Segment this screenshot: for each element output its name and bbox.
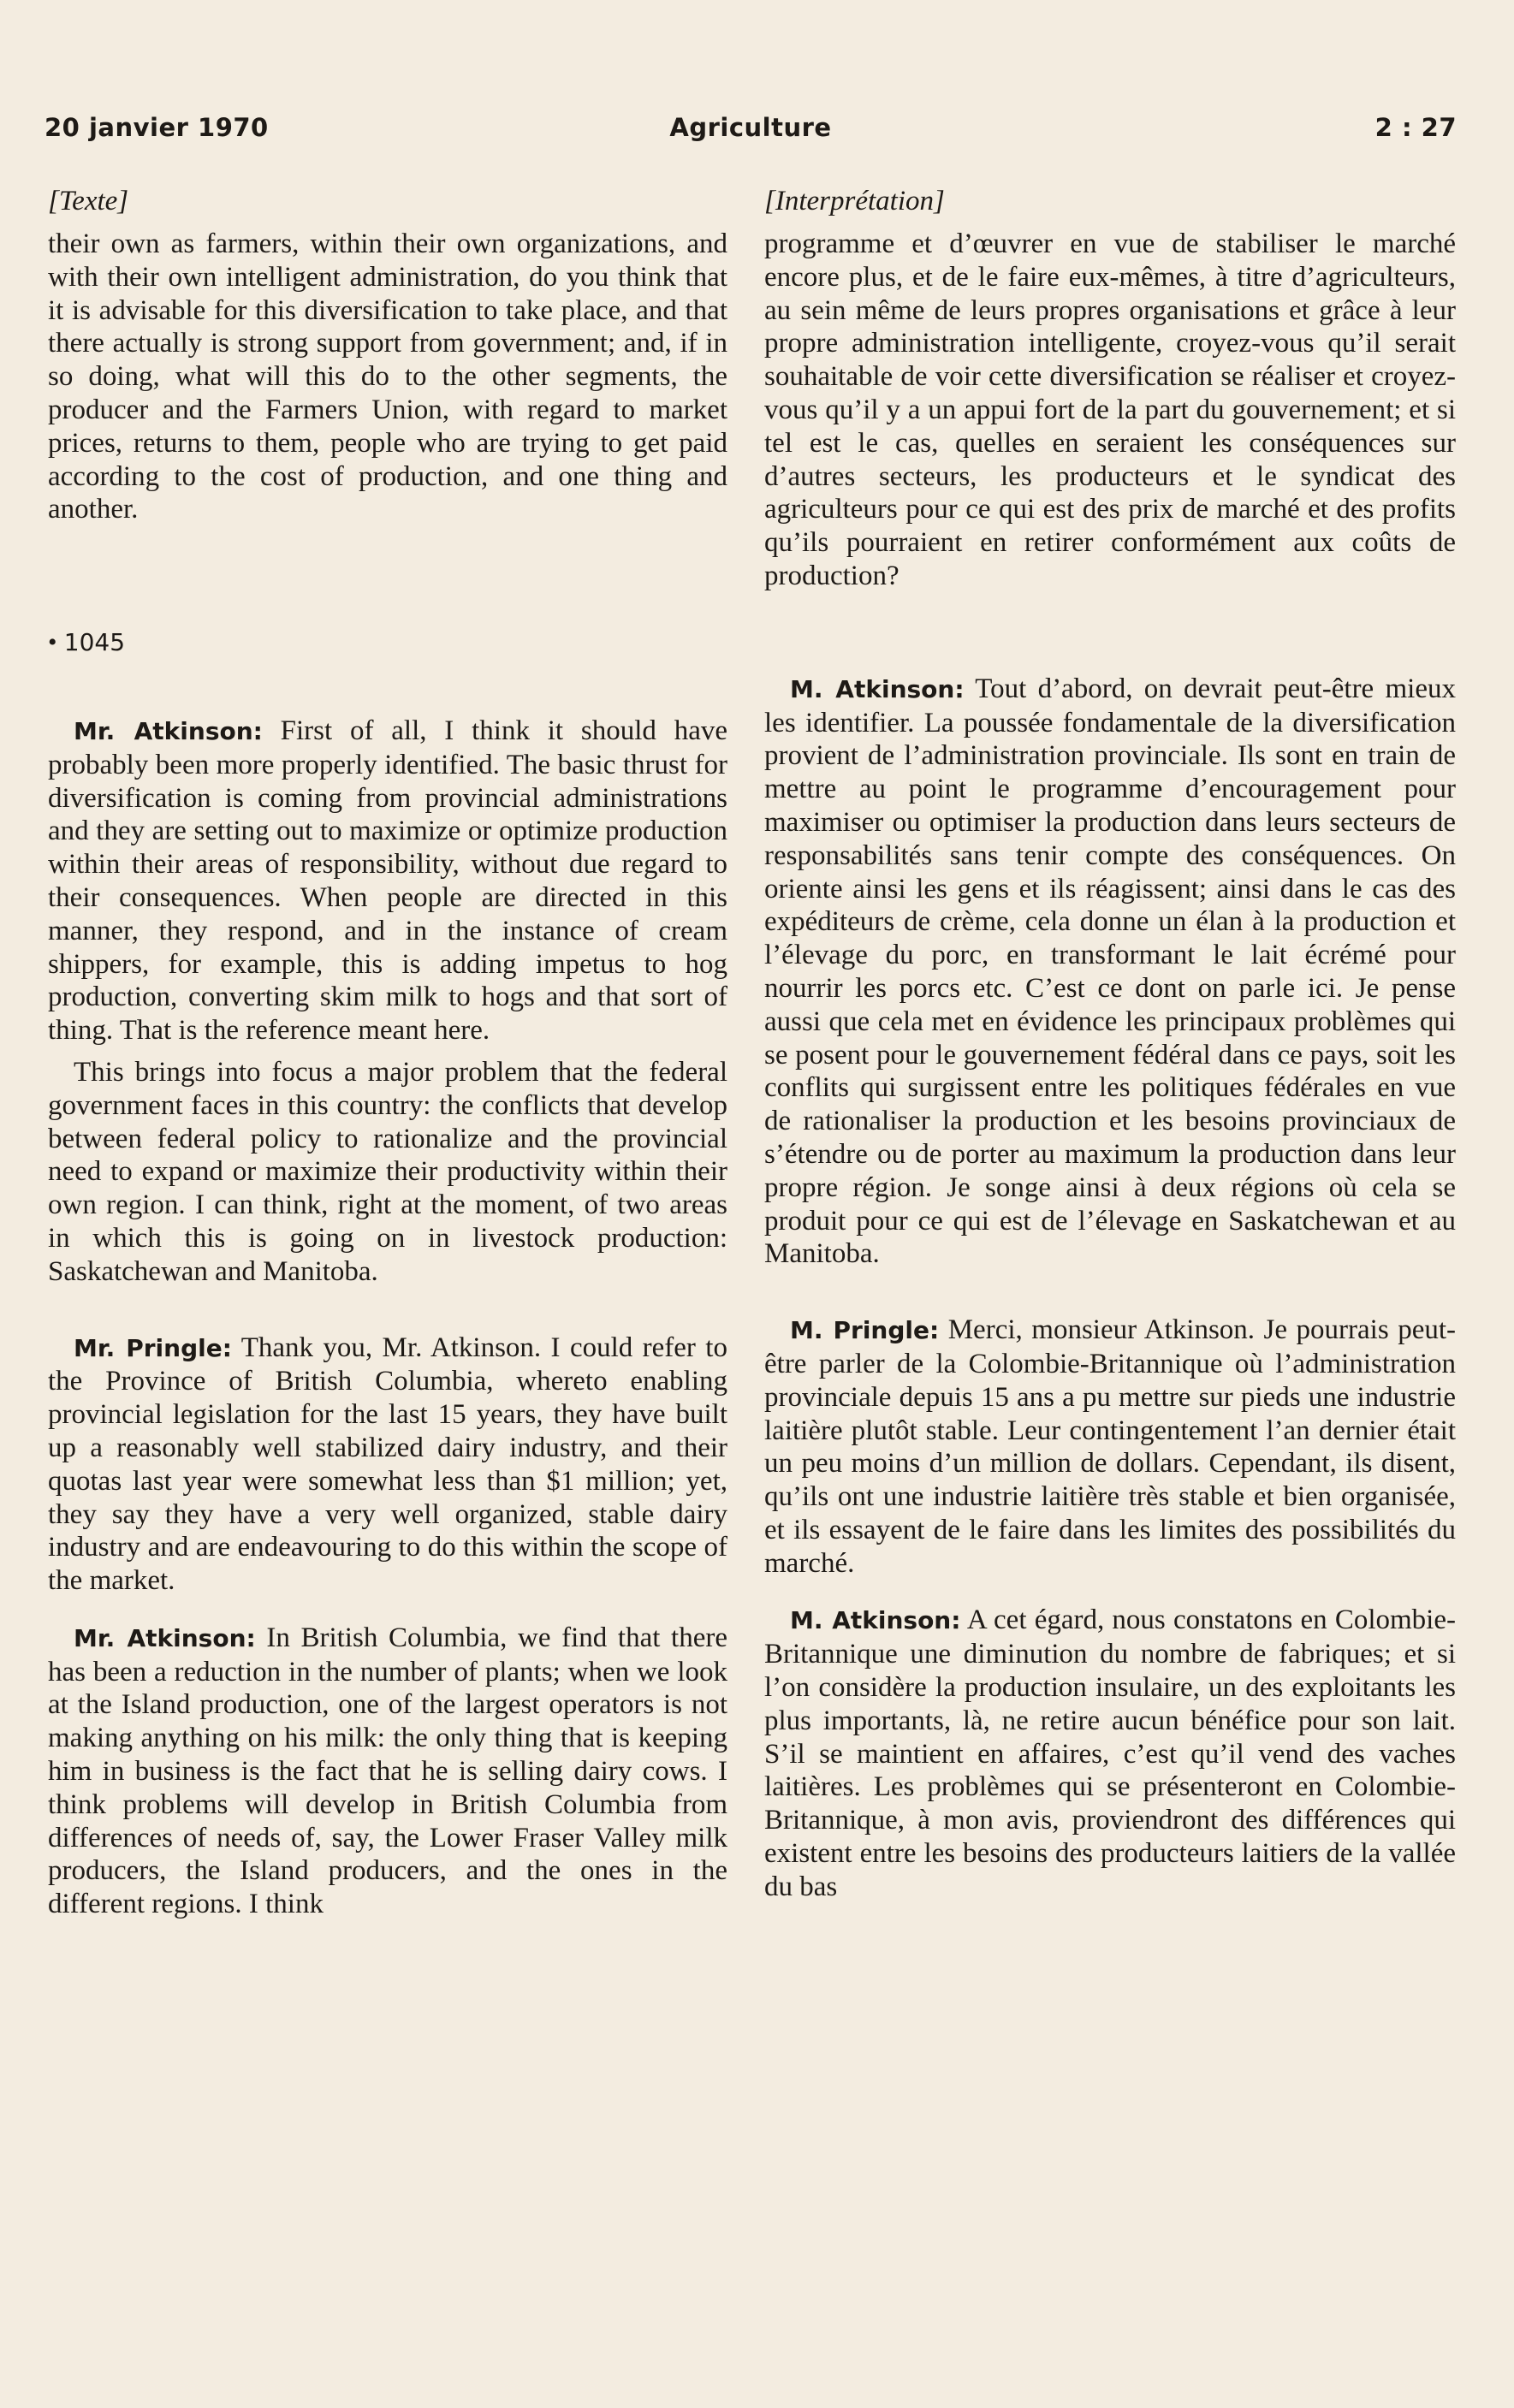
speech-atkinson-2	[48, 1622, 727, 1921]
speech-text: A cet égard, nous constatons en Colombie-Britannique une diminution du nombre de fabriques; et si l’on considère la production insulaire, un des exploitants les plus importants, là, ne retire aucun bénéfice pour son lait. S’il se maintient en affaires, c’est qu’il vend des vaches laitières. Les problèmes qui se présenteront en Colombie-Britannique, à mon avis, proviendront des différences qui existent entre les besoins des producteurs laitiers de la vallée du bas	[764, 1604, 1456, 1902]
column-label-interpretation: [Interprétation]	[764, 186, 945, 216]
speech-atkinson-2	[764, 1604, 1456, 1903]
speaker-name: Mr. Atkinson:	[74, 1623, 256, 1652]
english-column	[48, 185, 727, 1921]
speech-text: In British Columbia, we find that there has been a reduction in the number of plants; when we look at the Island production, one of the largest operators is not making anything on his milk: the only thing that is keeping him in business is the fact that he is selling dairy cows. I think problems will develop in British Columbia from differences of needs of, say, the Lower Fraser Valley milk producers, the Island producers, and the ones in the different regions. I think	[48, 1622, 727, 1920]
paragraph-continuation: programme et d’œuvrer en vue de stabiliser le marché encore plus, et de le faire eux-mêmes, à titre d’agriculteurs, au sein même de leurs propres organisations et grâce à leur propre administration intelligente, croyez-vous qu’il serait souhaitable de voir cette diversification se réaliser et croyez-vous qu’il y a un appui fort de la part du gouvernement; et si tel est le cas, quelles en seraient les conséquences sur d’autres secteurs, les producteurs et le syndicat des agriculteurs pour ce qui est des prix de marché et des profits qu’ils pourraient en retirer conformément aux coûts de production?	[764, 228, 1456, 591]
speech-atkinson-1	[48, 715, 727, 1047]
paragraph-continuation: their own as farmers, within their own organizations, and with their own intelligent administration, do you think that it is advisable for this diversification to take place, and that there actually is strong support from government; and, if in so doing, what will this do to the other segments, the producer and the Farmers Union, with regard to market prices, returns to them, people who are trying to get paid according to the cost of production, and one thing and another.	[48, 228, 727, 525]
speech-text: First of all, I think it should have probably been more properly identified. The basic thrust for diversification is coming from provincial administrations and they are setting out to maximize or optimize production within their areas of responsibility, without due regard to their consequences. When people are directed in this manner, they respond, and in the instance of cream shippers, for example, this is adding impetus to hog production, converting skim milk to hogs and that sort of thing. That is the reference meant here.	[48, 715, 727, 1047]
speech-text: Merci, monsieur Atkinson. Je pourrais peut-être parler de la Colombie-Britannique où l’administration provinciale depuis 15 ans a pu mettre sur pieds une industrie laitière plutôt stable. Leur contingentement l’an dernier était un peu moins d’un million de dollars. Cependant, ils disent, qu’ils ont une industrie laitière très stable et bien organisée, et ils essayent de le faire dans les limites des possibilités du marché.	[764, 1314, 1456, 1579]
column-label-text: [Texte]	[48, 186, 129, 216]
speech-atkinson-1	[764, 673, 1456, 1271]
time-marker-value: 1045	[63, 628, 126, 657]
speaker-name: Mr. Atkinson:	[74, 716, 263, 745]
speech-pringle	[764, 1314, 1456, 1580]
bullet-icon: •	[48, 628, 57, 657]
speech-text: Tout d’abord, on devrait peut-être mieux les identifier. La poussée fondamentale de la diversification provient de l’administration provinciale. Ils sont en train de mettre au point le programme d’encouragement pour maximiser ou optimiser la production dans leurs secteurs de responsabilités sans tenir compte des conséquences. On oriente ainsi les gens et ils réagissent; ainsi dans le cas des expéditeurs de crème, cela donne un élan à la production et l’élevage du porc, en transformant le lait écrémé pour nourrir les porcs etc. C’est ce dont on parle ici. Je pense aussi que cela met en évidence les principaux problèmes qui se posent pour le gouvernement fédéral dans ce pays, soit les conflits qui surgissent entre les politiques fédérales en vue de rationaliser la production et les besoins provinciaux de s’étendre ou de porter au maximum la production dans leur propre région. Je songe ainsi à deux régions où cela se produit pour ce qui est de l’élevage en Saskatchewan et au Manitoba.	[764, 673, 1456, 1270]
header-date: 20 janvier 1970	[45, 113, 269, 142]
speaker-name: M. Atkinson:	[790, 1606, 961, 1635]
header-page-number: 2 : 27	[1374, 113, 1457, 142]
page-header	[45, 113, 1457, 151]
time-marker	[48, 626, 727, 660]
speaker-name: Mr. Pringle:	[74, 1333, 232, 1362]
speech-text: Thank you, Mr. Atkinson. I could refer to the Province of British Columbia, whereto enabling provincial legislation for the last 15 years, they have built up a reasonably well stabilized dairy industry, and their quotas last year were somewhat less than $1 million; yet, they say they have a very well organized, stable dairy industry and are endeavouring to do this within the scope of the market.	[48, 1332, 727, 1597]
french-column	[764, 185, 1456, 1904]
speaker-name: M. Pringle:	[790, 1316, 940, 1345]
speech-atkinson-1-continued: This brings into focus a major problem that the federal government faces in this country: the conflicts that develop between federal policy to rationalize and the provincial need to expand or maximize their productivity within their own region. I can think, right at the moment, of two areas in which this is going on in livestock production: Saskatchewan and Manitoba.	[48, 1056, 727, 1287]
speaker-name: M. Atkinson:	[790, 674, 965, 703]
header-title: Agriculture	[669, 113, 832, 142]
speech-pringle	[48, 1332, 727, 1598]
